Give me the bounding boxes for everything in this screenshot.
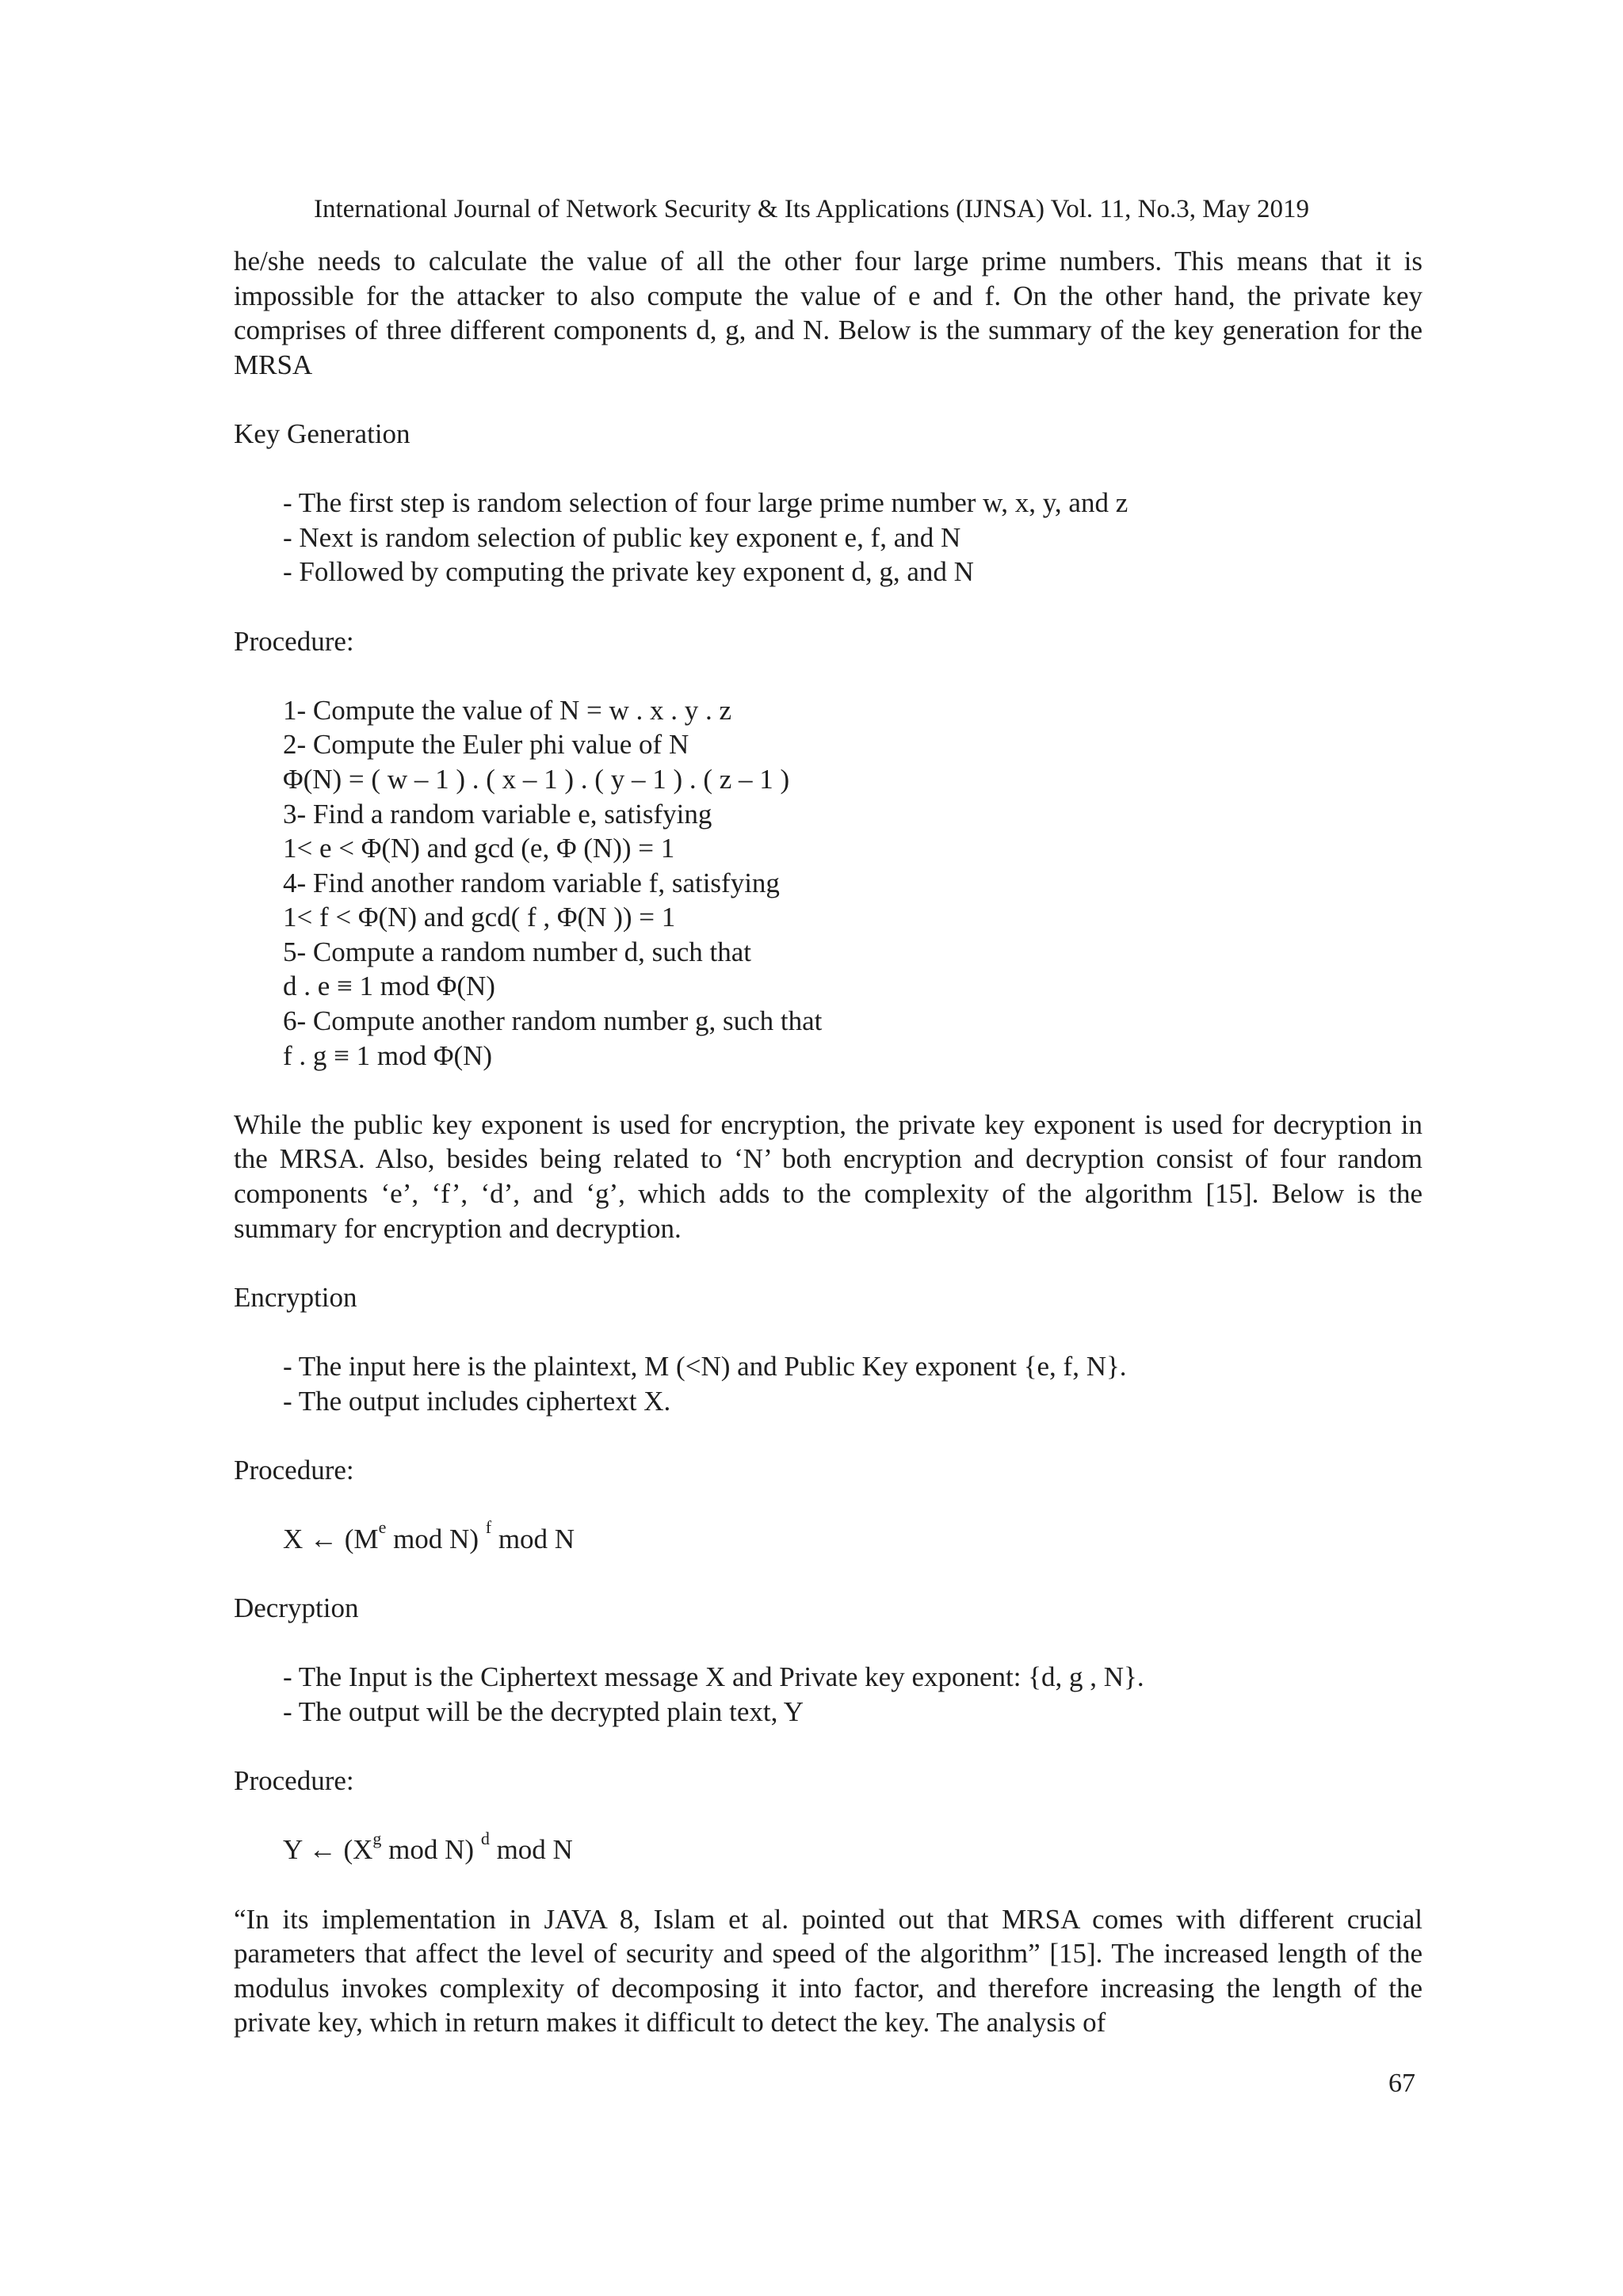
intro-paragraph: he/she needs to calculate the value of all the other four large prime numbers. This means that it is impossible for the attacker to also compute the value of e and f. On the other hand, the private key comprises of three different components d, g, and N. Below is the summary of the key generation for the MRSA <box>234 246 1423 380</box>
formula-exponent: e <box>378 1517 387 1538</box>
decryption-formula <box>283 1828 1423 1867</box>
procedure-step: 6- Compute another random number g, such that <box>283 1005 823 1037</box>
decryption-heading: Decryption <box>234 1592 359 1624</box>
encryption-decryption-paragraph: While the public key exponent is used for encryption, the private key exponent is used for decryption in the MRSA. Also, besides being related to ‘N’ both encryption and decryption consist of four random components ‘e’, ‘f’, ‘d’, and ‘g’, which adds to the complexity of the algorithm [15]. Below is the summary for encryption and decryption. <box>234 1108 1423 1244</box>
decryption-procedure-heading: Procedure: <box>234 1765 354 1797</box>
page-number: 67 <box>1388 2069 1415 2098</box>
decryption-list <box>283 1660 1423 1729</box>
list-item: - The input here is the plaintext, M (<N) and Public Key exponent {e, f, N}. <box>283 1351 1127 1382</box>
body-content <box>234 244 1423 2074</box>
journal-header: International Journal of Network Security & Its Applications (IJNSA) Vol. 11, No.3, May 2019 <box>314 195 1309 223</box>
formula-mid: mod N) <box>381 1834 481 1866</box>
encryption-heading: Encryption <box>234 1281 357 1313</box>
procedure-step: 4- Find another random variable f, satisfying <box>283 867 780 898</box>
list-item: - The output will be the decrypted plain text, Y <box>283 1695 804 1727</box>
list-item: - The first step is random selection of four large prime number w, x, y, and z <box>283 487 1128 519</box>
procedure-step: 1< e < Φ(N) and gcd (e, Φ (N)) = 1 <box>283 833 675 864</box>
procedure-step: 1< f < Φ(N) and gcd( f , Φ(N )) = 1 <box>283 902 676 933</box>
key-generation-heading: Key Generation <box>234 418 411 449</box>
list-item: - The Input is the Ciphertext message X and Private key exponent: {d, g , N}. <box>283 1661 1144 1693</box>
procedure-step: 5- Compute a random number d, such that <box>283 936 751 967</box>
procedure-step: 1- Compute the value of N = w . x . y . z <box>283 694 732 726</box>
implementation-paragraph: “In its implementation in JAVA 8, Islam et al. pointed out that MRSA comes with different crucial parameters that affect the level of security and speed of the algorithm” [15]. The increased length of the modulus invokes complexity of decomposing it into factor, and therefore increasing the length of the private key, which in return makes it difficult to detect the key. The analysis of <box>234 1903 1423 2039</box>
procedure-steps <box>283 693 1423 1074</box>
formula-tail: mod N <box>489 1834 573 1866</box>
procedure-step: f . g ≡ 1 mod Φ(N) <box>283 1039 493 1071</box>
encryption-procedure-heading: Procedure: <box>234 1454 354 1486</box>
procedure-step: 2- Compute the Euler phi value of N <box>283 729 689 761</box>
formula-exponent: g <box>372 1828 382 1848</box>
formula-tail: mod N <box>491 1523 575 1554</box>
list-item: - Followed by computing the private key exponent d, g, and N <box>283 556 974 588</box>
encryption-list <box>283 1349 1423 1418</box>
formula-lhs: X ← (M <box>283 1523 379 1554</box>
formula-exponent: f <box>485 1517 492 1538</box>
formula-exponent: d <box>480 1828 490 1848</box>
procedure-heading: Procedure: <box>234 625 354 657</box>
key-generation-list <box>283 486 1423 589</box>
procedure-step: d . e ≡ 1 mod Φ(N) <box>283 971 495 1002</box>
formula-mid: mod N) <box>386 1523 486 1554</box>
encryption-formula <box>283 1517 1423 1557</box>
list-item: - Next is random selection of public key exponent e, f, and N <box>283 521 961 553</box>
procedure-step: 3- Find a random variable e, satisfying <box>283 798 712 830</box>
procedure-step: Φ(N) = ( w – 1 ) . ( x – 1 ) . ( y – 1 ) . ( z – 1 ) <box>283 763 790 795</box>
formula-lhs: Y ← (X <box>283 1834 373 1866</box>
list-item: - The output includes ciphertext X. <box>283 1385 671 1417</box>
